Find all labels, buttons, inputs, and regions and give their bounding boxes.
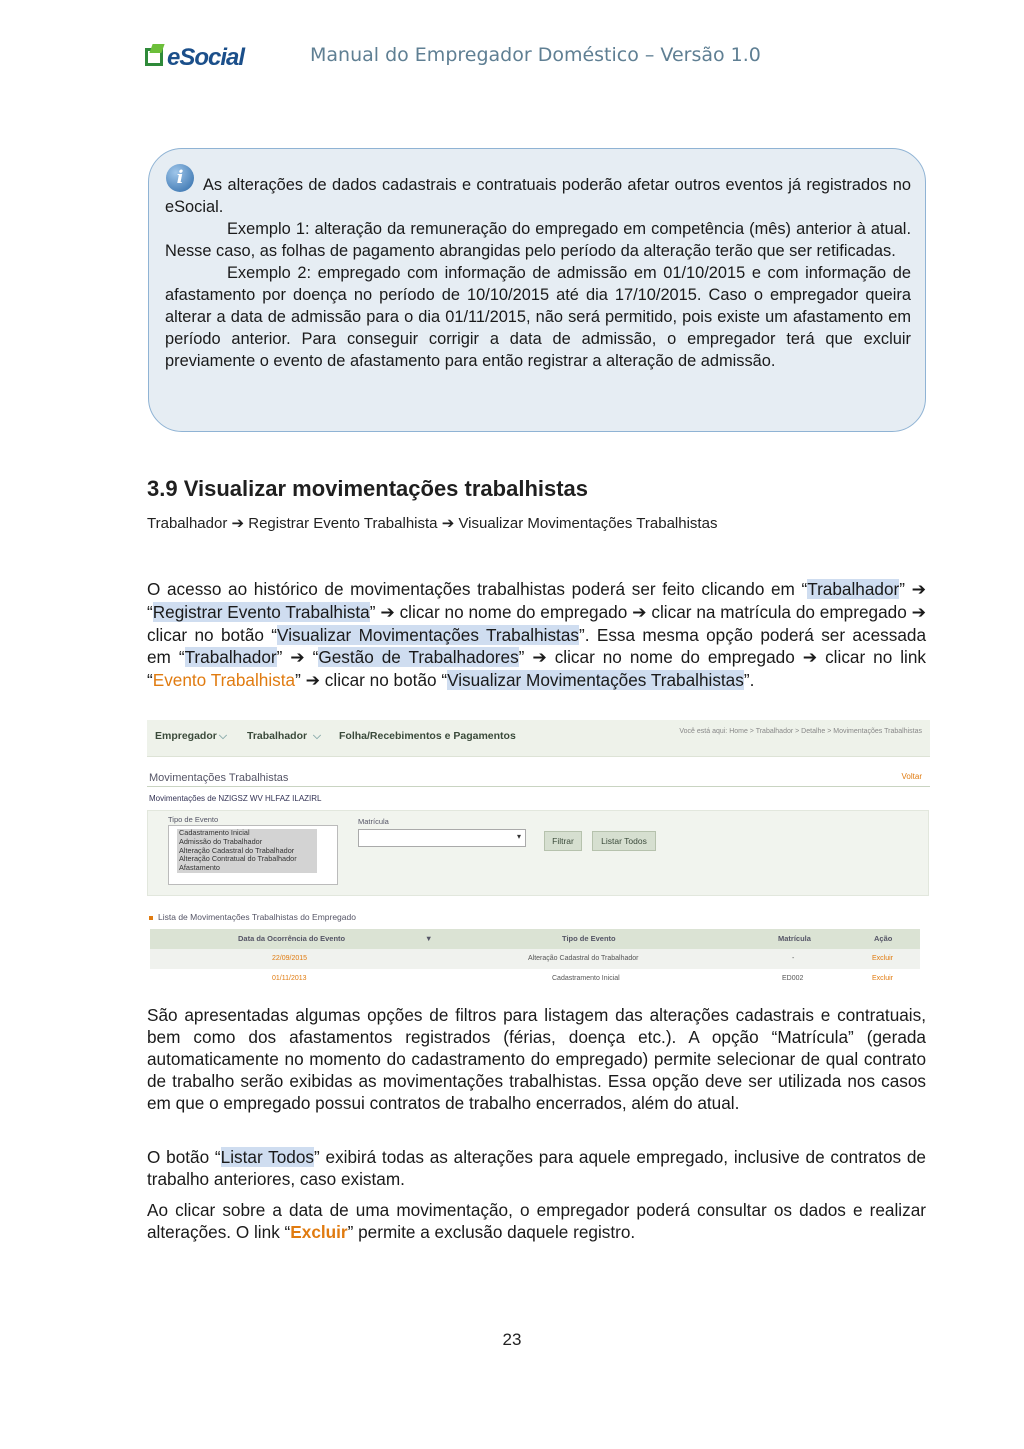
- chevron-down-icon: ⌵: [313, 730, 321, 742]
- chevron-down-icon: ⌵: [219, 730, 227, 742]
- note-paragraph: As alterações de dados cadastrais e contratuais poderão afetar outros eventos já registrados no eSocial.: [165, 176, 911, 216]
- highlight-registrar: Registrar Evento Trabalhista: [152, 602, 370, 622]
- header-title: Manual do Empregador Doméstico – Versão 1.0: [310, 44, 761, 66]
- table-row: [150, 969, 920, 989]
- screen-title: Movimentações Trabalhistas: [149, 772, 289, 784]
- filters-paragraph: [147, 1004, 926, 1114]
- excluir-word: Excluir: [290, 1222, 348, 1242]
- esocial-logo: [145, 44, 245, 72]
- text: ”: [369, 602, 381, 622]
- highlight-visualizar: Visualizar Movimentações Trabalhistas: [277, 625, 579, 645]
- col-acao: Ação: [874, 934, 893, 943]
- info-icon: i: [166, 164, 194, 192]
- employee-subtitle: Movimentações de NZIGSZ WV HLFAZ ILAZIRL: [149, 794, 322, 803]
- tipo-evento-listbox[interactable]: [168, 825, 338, 885]
- info-note-text: [165, 174, 911, 372]
- text: clicar no nome do empregado: [546, 647, 803, 667]
- text: clicar no link “: [147, 647, 926, 690]
- row-date-link[interactable]: 01/11/2013: [272, 975, 307, 982]
- text: ”: [295, 670, 306, 690]
- note-example-1: Exemplo 1: alteração da remuneração do empregado em competência (mês) anterior à atual. Nesse caso, as folhas de pagamento abrangidas pelo período da alteração terão que ser retificadas.: [165, 220, 911, 260]
- breadcrumb-item: Registrar Evento Trabalhista: [248, 515, 438, 532]
- top-nav: [147, 720, 930, 757]
- tipo-evento-label: Tipo de Evento: [168, 815, 219, 824]
- option-cadastramento[interactable]: Cadastramento Inicial: [179, 828, 250, 837]
- row-matricula: ED002: [782, 975, 804, 982]
- text: São apresentadas algumas opções de filtros para listagem das alterações cadastrais e contratuais, bem como dos afastamentos registrados (férias, doença etc.). A opção “Matrícula” (gerada automaticamente no momento do cadastramento do empregado) permite selecionar de qual contrato de trabalho serão exibidas as movimentações trabalhistas. Essa opção deve ser utilizada nos casos em que o empregado possui contratos de trabalho encerrados, além do atual.: [147, 1005, 926, 1113]
- option-alteracao-contratual[interactable]: Alteração Contratual do Trabalhador: [179, 854, 297, 864]
- evento-trabalhista-link: Evento Trabalhista: [152, 670, 296, 690]
- text: ”: [899, 579, 912, 599]
- access-paragraph: [147, 578, 926, 692]
- text: clicar na matrícula do empregado: [646, 602, 912, 622]
- voltar-link[interactable]: Voltar: [901, 772, 922, 781]
- arrow-right-icon: ➔: [532, 648, 547, 668]
- dropdown-arrow-icon: ▾: [516, 832, 521, 841]
- arrow-right-icon: ➔: [231, 514, 245, 532]
- text: ”. Essa mesma opção poderá ser acessada em “: [147, 625, 926, 667]
- listar-paragraph: [147, 1146, 926, 1190]
- text: ”: [518, 647, 533, 667]
- matricula-select[interactable]: [358, 829, 526, 847]
- highlight-trabalhador: Trabalhador: [184, 647, 277, 667]
- listbox-options: [177, 829, 317, 873]
- app-breadcrumb: Você está aqui: Home > Trabalhador > Detalhe > Movimentações Trabalhistas: [679, 728, 922, 735]
- table-row: [150, 949, 920, 969]
- option-afastamento[interactable]: Afastamento: [179, 863, 220, 873]
- page-number: 23: [502, 1330, 522, 1349]
- arrow-right-icon: ➔: [911, 580, 926, 600]
- row-matricula: -: [792, 955, 795, 962]
- arrow-right-icon: ➔: [911, 603, 927, 623]
- text: ”: [276, 647, 291, 667]
- option-alteracao-cadastral[interactable]: Alteração Cadastral do Trabalhador: [179, 845, 295, 855]
- listar-todos-button[interactable]: Listar Todos: [592, 831, 656, 851]
- text: ” exibirá todas as alterações para aquele empregado, inclusive de contratos de trabalho anteriores, caso existam.: [147, 1147, 926, 1189]
- text: ” permite a exclusão daquele registro.: [347, 1222, 636, 1242]
- text: “: [304, 647, 319, 667]
- list-title: Lista de Movimentações Trabalhistas do Empregado: [149, 912, 356, 922]
- row-excluir-link[interactable]: Excluir: [872, 975, 894, 982]
- text: Ao clicar sobre a data de uma movimentação, o empregador poderá consultar os dados e realizar alterações. O link “: [147, 1200, 926, 1242]
- col-tipo: Tipo de Evento: [562, 934, 616, 943]
- text: O acesso ao histórico de movimentações trabalhistas poderá ser feito clicando em “: [147, 579, 808, 599]
- highlight-gestao: Gestão de Trabalhadores: [318, 647, 519, 667]
- sort-icon[interactable]: ▼: [425, 934, 433, 943]
- text: “: [147, 602, 153, 622]
- highlight-listar: Listar Todos: [220, 1147, 315, 1167]
- filter-panel: [147, 810, 929, 896]
- row-tipo: Cadastramento Inicial: [552, 975, 620, 982]
- text: clicar no botão “: [320, 670, 448, 690]
- text: clicar no nome do empregado: [394, 602, 633, 622]
- logo-text: eSocial: [167, 44, 245, 71]
- arrow-right-icon: ➔: [290, 648, 305, 668]
- embedded-screenshot: [147, 716, 930, 1000]
- nav-trabalhador[interactable]: Trabalhador: [247, 730, 308, 742]
- highlight-trabalhador: Trabalhador: [807, 579, 900, 599]
- text: ”.: [743, 670, 755, 690]
- section-heading: 3.9 Visualizar movimentações trabalhistas: [147, 476, 589, 501]
- nav-empregador[interactable]: Empregador: [155, 730, 217, 742]
- row-date-link[interactable]: 22/09/2015: [272, 955, 308, 962]
- row-tipo: Alteração Cadastral do Trabalhador: [528, 955, 639, 962]
- option-admissao[interactable]: Admissão do Trabalhador: [179, 836, 263, 846]
- col-data[interactable]: Data da Ocorrência do Evento: [238, 934, 346, 943]
- col-matricula: Matrícula: [778, 934, 811, 943]
- arrow-right-icon: ➔: [380, 603, 395, 623]
- logo-mark-icon: [145, 48, 163, 66]
- arrow-right-icon: ➔: [305, 671, 320, 691]
- nav-folha[interactable]: Folha/Recebimentos e Pagamentos: [339, 730, 516, 742]
- arrow-right-icon: ➔: [441, 514, 455, 532]
- text: clicar no botão “: [147, 625, 278, 645]
- table-header: [150, 929, 920, 949]
- note-example-2: Exemplo 2: empregado com informação de admissão em 01/10/2015 e com informação de afastamento por doença no período de 10/10/2015 até dia 17/10/2015. Caso o empregador queira alterar a data de admissão para o dia 01/11/2015, não será permitido, pois existe um afastamento em período anterior. Para conseguir corrigir a data de admissão, o empregador terá que excluir previamente o evento de afastamento para então registrar a alteração de admissão.: [165, 264, 911, 370]
- arrow-right-icon: ➔: [802, 648, 818, 668]
- divider: [147, 786, 930, 787]
- arrow-right-icon: ➔: [632, 603, 647, 623]
- highlight-visualizar: Visualizar Movimentações Trabalhistas: [447, 670, 744, 690]
- breadcrumb-item: Visualizar Movimentações Trabalhistas: [458, 515, 718, 532]
- filtrar-button[interactable]: Filtrar: [544, 831, 582, 851]
- text: O botão “: [147, 1147, 221, 1167]
- row-excluir-link[interactable]: Excluir: [872, 955, 894, 962]
- excluir-paragraph: [147, 1199, 926, 1243]
- matricula-label: Matrícula: [358, 817, 389, 826]
- breadcrumb: [147, 514, 717, 532]
- breadcrumb-item: Trabalhador: [147, 515, 228, 532]
